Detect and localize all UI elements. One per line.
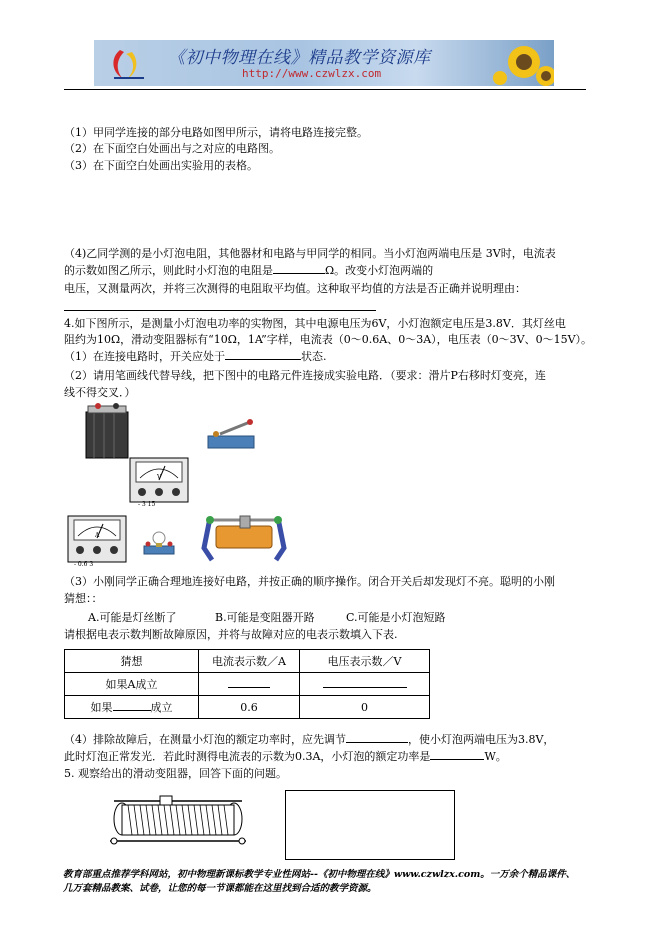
table-cell-guess-text-a: 如果 [90,701,113,714]
q4-item-1-text-b: 状态. [301,350,327,363]
switch-icon[interactable] [208,419,254,448]
q4-item-4-text-c: 此时灯泡正常发光．若此时测得电流表的示数为0.3A，小灯泡的额定功率是 [64,750,431,763]
lamp-icon[interactable] [144,532,174,554]
battery-icon[interactable] [86,403,128,458]
footer-line-2: 几万套精品教案、试卷，让您的每一节课都能在这里找到合适的教学资源。 [63,883,377,894]
guess-option-b: B.可能是变阻器开路 [215,611,315,624]
table-cell-voltage-a[interactable] [300,673,430,696]
table-header-current: 电流表示数／A [199,650,300,673]
q4-item-2-line2: 线不得交叉．） [64,386,136,399]
q4-item-1-text-a: （1）在连接电路时，开关应处于 [64,350,225,363]
table-cell-current-a[interactable] [199,673,300,696]
table-row [65,650,430,673]
q4-item-2-line1: （2）请用笔画线代替导线，把下图中的电路元件连接成实验电路．（要求：滑片P右移时灯变亮，连 [64,369,546,382]
table-row [65,696,430,719]
guess-option-c: C.可能是小灯泡短路 [346,611,446,624]
reason-answer-line[interactable] [64,310,376,311]
q4-stem-line2: 阻约为10Ω，滑动变阻器标有“10Ω，1A”字样，电流表（0～0.6A、0～3A），电压表（0～3V、0～15V）。 [64,333,593,346]
circuit-components-figure [64,398,324,570]
q3-item-4-text-a: 的示数如图乙所示，则此时小灯泡的电阻是 [64,264,273,277]
q4-item-4-line2 [64,750,507,764]
rheostat-icon[interactable] [204,516,284,560]
table-cell-guess-blank[interactable] [65,696,199,719]
banner-url: http://www.czwlzx.com [242,67,382,80]
switch-state-blank[interactable] [225,350,301,360]
q3-item-2: （2）在下面空白处画出与之对应的电路图。 [64,142,280,155]
voltmeter-terminal-labels: - 3 15 [138,501,156,508]
table-cell-guess-a: 如果A成立 [65,673,199,696]
q4-stem-line1: 4.如下图所示，是测量小灯泡电功率的实物图，其中电源电压为6V，小灯泡额定电压是3.8V．其灯丝电 [64,317,566,330]
q4-item-3-line2: 猜想：： [64,592,103,605]
answer-box[interactable] [285,790,455,860]
q4-item-4-text-b: ，使小灯泡两端电压为3.8V， [408,733,555,746]
q4-item-3-line1: （3）小刚同学正确合理地连接好电路，并按正确的顺序操作。闭合开关后却发现灯不亮。聪明的小刚 [64,575,555,588]
footer-line-1: 教育部重点推荐学科网站，初中物理新课标教学专业性网站--《初中物理在线》www.czwlzx.com。一万余个精品课件、 [63,869,576,880]
power-blank[interactable] [430,750,484,760]
guess-option-a: A.可能是灯丝断了 [88,611,177,624]
q3-item-4-text-b: Ω。改变小灯泡两端的 [325,264,434,277]
q4-item-1 [64,350,327,364]
table-row [65,673,430,696]
header-banner [94,40,554,86]
q3-item-4-line1: （4)乙同学测的是小灯泡电阻，其他器材和电路与甲同学的相同。当小灯泡两端电压是 3V时，电流表 [64,247,556,260]
fault-table [64,649,430,719]
table-cell-guess-text-b: 成立 [150,701,173,714]
logo-icon [100,40,160,86]
table-cell-current-value: 0.6 [199,696,300,719]
table-header-voltage: 电压表示数／V [300,650,430,673]
ammeter-icon[interactable] [68,516,126,568]
q3-item-1: （1）甲同学连接的部分电路如图甲所示，请将电路连接完整。 [64,126,368,139]
table-cell-voltage-value: 0 [300,696,430,719]
q4-item-4-text-a: （4）排除故障后，在测量小灯泡的额定功率时，应先调节 [64,733,346,746]
table-header-guess: 猜想 [65,650,199,673]
rheostat-drawing [108,795,248,847]
header-rule [64,89,586,90]
resistance-blank[interactable] [273,264,325,274]
q5-stem: 5. 观察给出的滑动变阻器，回答下面的问题。 [64,767,287,780]
guess-letter-blank[interactable] [113,701,151,711]
banner-title: 《初中物理在线》精品教学资源库 [168,48,431,68]
q4-item-3-line3: 请根据电表示数判断故障原因，并将与故障对应的电表示数填入下表. [64,628,398,641]
sunflower-icon [484,40,554,86]
voltmeter-label: V [157,474,162,481]
q3-item-4-line2 [64,264,433,278]
q4-item-4-line1 [64,733,554,747]
q3-item-3: （3）在下面空白处画出实验用的表格。 [64,159,258,172]
q3-item-4-line3: 电压，又测量两次，并将三次测得的电阻取平均值。这种取平均值的方法是否正确并说明理由： [64,282,526,295]
voltmeter-icon[interactable] [130,458,188,508]
ammeter-label: A [95,532,100,539]
ammeter-terminal-labels: - 0.6 3 [74,561,94,568]
adjust-device-blank[interactable] [346,733,408,743]
q4-item-4-text-d: W。 [484,750,507,763]
